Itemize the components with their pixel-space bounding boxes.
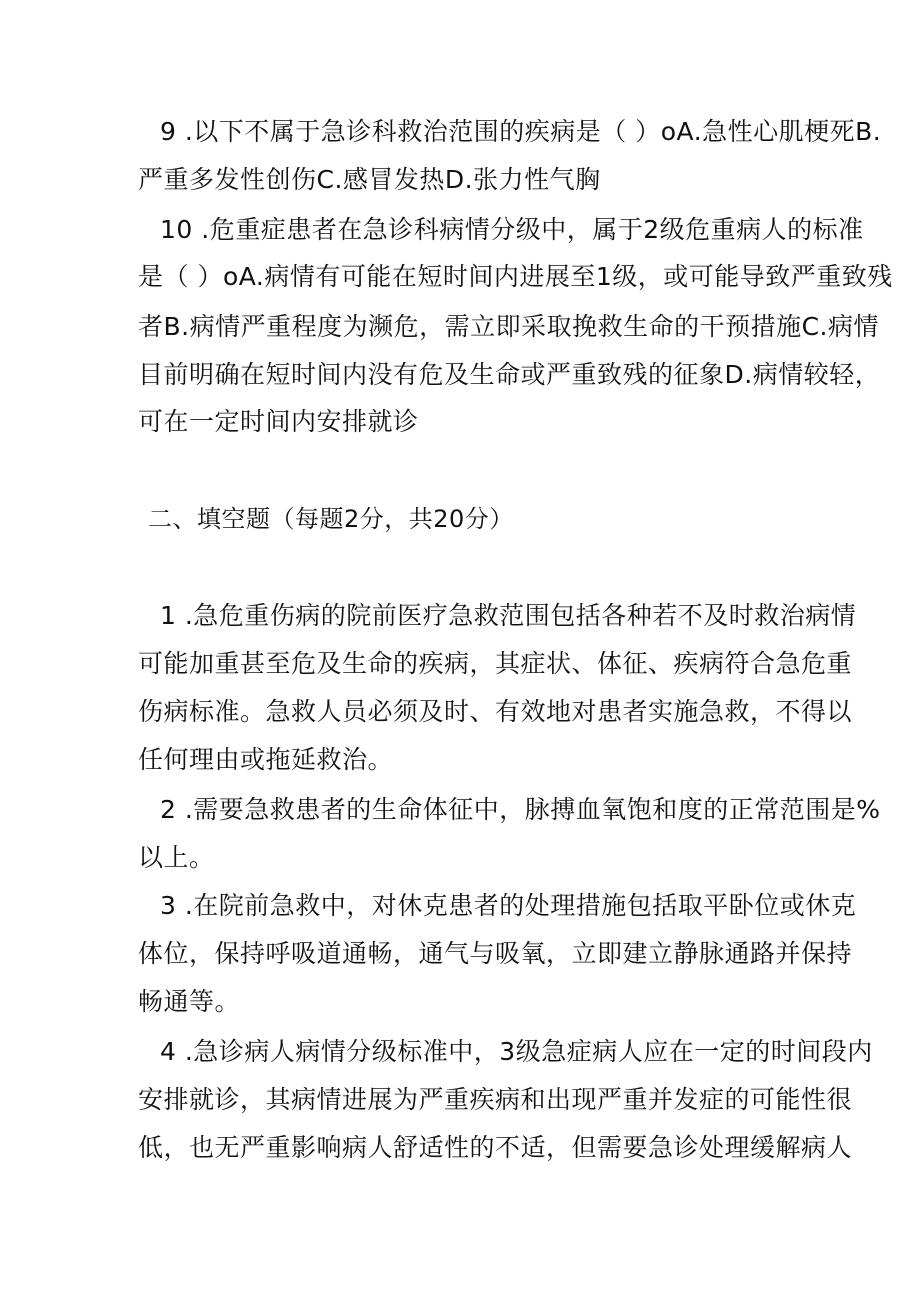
fill-1-line-4: 任何理由或拖延救治。 xyxy=(138,745,394,774)
question-10-line-5: 可在一定时间内安排就诊 xyxy=(138,407,419,436)
question-10-line-2: 是（ ）oA.病情有可能在短时间内进展至1级，或可能导致严重致残 xyxy=(138,262,893,291)
question-9-line-2: 严重多发性创伤C.感冒发热D.张力性气胸 xyxy=(138,165,601,194)
question-10-line-4: 目前明确在短时间内没有危及生命或严重致残的征象D.病情较轻， xyxy=(138,360,881,389)
fill-2-line-2: 以上。 xyxy=(138,843,215,872)
fill-4-line-2: 安排就诊，其病情进展为严重疾病和出现严重并发症的可能性很 xyxy=(138,1085,853,1114)
fill-2-line-1: 2 .需要急救患者的生命体征中，脉搏血氧饱和度的正常范围是% xyxy=(160,795,881,824)
fill-1-line-2: 可能加重甚至危及生命的疾病，其症状、体征、疾病符合急危重 xyxy=(138,649,853,678)
fill-1-line-3: 伤病标准。急救人员必须及时、有效地对患者实施急救，不得以 xyxy=(138,697,853,726)
fill-3-line-1: 3 .在院前急救中，对休克患者的处理措施包括取平卧位或休克 xyxy=(160,891,857,920)
question-10-line-3: 者B.病情严重程度为濒危，需立即采取挽救生命的干预措施C.病情 xyxy=(138,312,880,341)
fill-1-line-1: 1 .急危重伤病的院前医疗急救范围包括各种若不及时救治病情 xyxy=(160,601,857,630)
fill-3-line-2: 体位，保持呼吸道通畅，通气与吸氧，立即建立静脉通路并保持 xyxy=(138,939,853,968)
fill-4-line-3: 低，也无严重影响病人舒适性的不适，但需要急诊处理缓解病人 xyxy=(138,1133,853,1162)
question-9-line-1: 9 .以下不属于急诊科救治范围的疾病是（ ）oA.急性心肌梗死B. xyxy=(160,117,882,146)
fill-3-line-3: 畅通等。 xyxy=(138,987,241,1016)
question-10-line-1: 10 .危重症患者在急诊科病情分级中，属于2级危重病人的标准 xyxy=(160,215,864,244)
fill-4-line-1: 4 .急诊病人病情分级标准中，3级急症病人应在一定的时间段内 xyxy=(160,1037,873,1066)
section-heading-fill-in: 二、填空题（每题2分，共20分） xyxy=(148,505,514,533)
